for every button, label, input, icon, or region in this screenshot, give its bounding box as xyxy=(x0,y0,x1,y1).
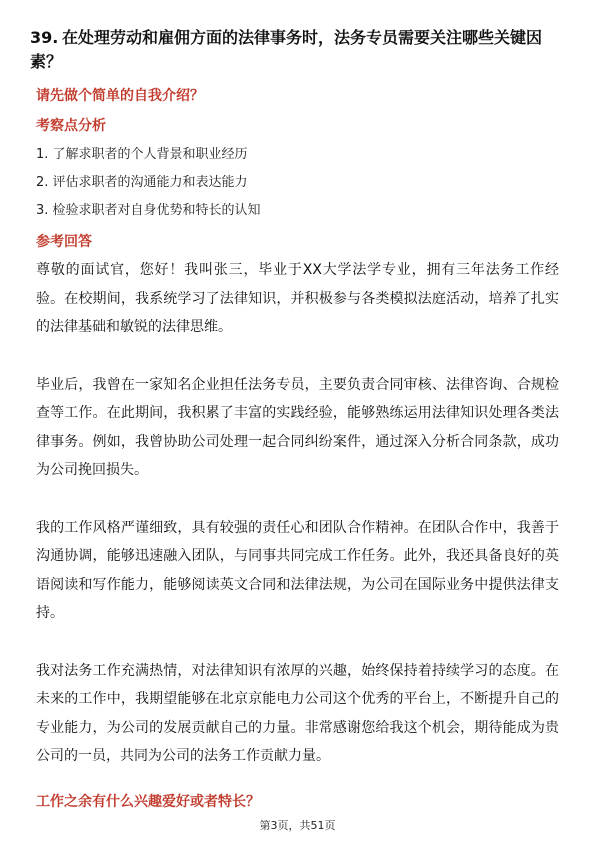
page-footer: 第3页，共51页 xyxy=(259,819,336,832)
answer-paragraph: 尊敬的面试官，您好！我叫张三，毕业于XX大学法学专业，拥有三年法务工作经验。在校期间，我系统学习了法律知识，并积极参与各类模拟法庭活动，培养了扎实的法律基础和敏锐的法律思维。 xyxy=(36,262,559,335)
analysis-item: 2. 评估求职者的沟通能力和表达能力 xyxy=(36,175,248,190)
answer-paragraph: 毕业后，我曾在一家知名企业担任法务专员，主要负责合同审核、法律咨询、合规检查等工作。在此期间，我积累了丰富的实践经验，能够熟练运用法律知识处理各类法律事务。例如，我曾协助公司处理一起合同纠纷案件，通过深入分析合同条款，成功为公司挽回损失。 xyxy=(36,376,559,478)
analysis-item: 3. 检验求职者对自身优势和特长的认知 xyxy=(36,203,261,218)
answer-paragraph: 我的工作风格严谨细致，具有较强的责任心和团队合作精神。在团队合作中，我善于沟通协调，能够迅速融入团队，与同事共同完成工作任务。此外，我还具备良好的英语阅读和写作能力，能够阅读英文合同和法律法规，为公司在国际业务中提供法律支持。 xyxy=(36,519,559,621)
answer-title: 参考回答 xyxy=(36,234,92,250)
answer-body xyxy=(36,256,559,800)
question-number: 39. xyxy=(30,28,59,47)
answer-paragraph: 我对法务工作充满热情，对法律知识有浓厚的兴趣，始终保持着持续学习的态度。在未来的工作中，我期望能够在北京京能电力公司这个优秀的平台上，不断提升自己的专业能力，为公司的发展贡献自己的力量。非常感谢您给我这个机会，期待能成为贵公司的一员，共同为公司的法务工作贡献力量。 xyxy=(36,662,559,764)
analysis-title: 考察点分析 xyxy=(36,118,106,134)
next-question: 工作之余有什么兴趣爱好或者特长？ xyxy=(36,794,260,810)
sub-question: 请先做个简单的自我介绍？ xyxy=(36,88,204,104)
question-text: 在处理劳动和雇佣方面的法律事务时，法务专员需要关注哪些关键因素？ xyxy=(30,28,543,71)
question-heading xyxy=(30,26,565,74)
analysis-item: 1. 了解求职者的个人背景和职业经历 xyxy=(36,147,248,162)
analysis-list xyxy=(36,141,559,225)
